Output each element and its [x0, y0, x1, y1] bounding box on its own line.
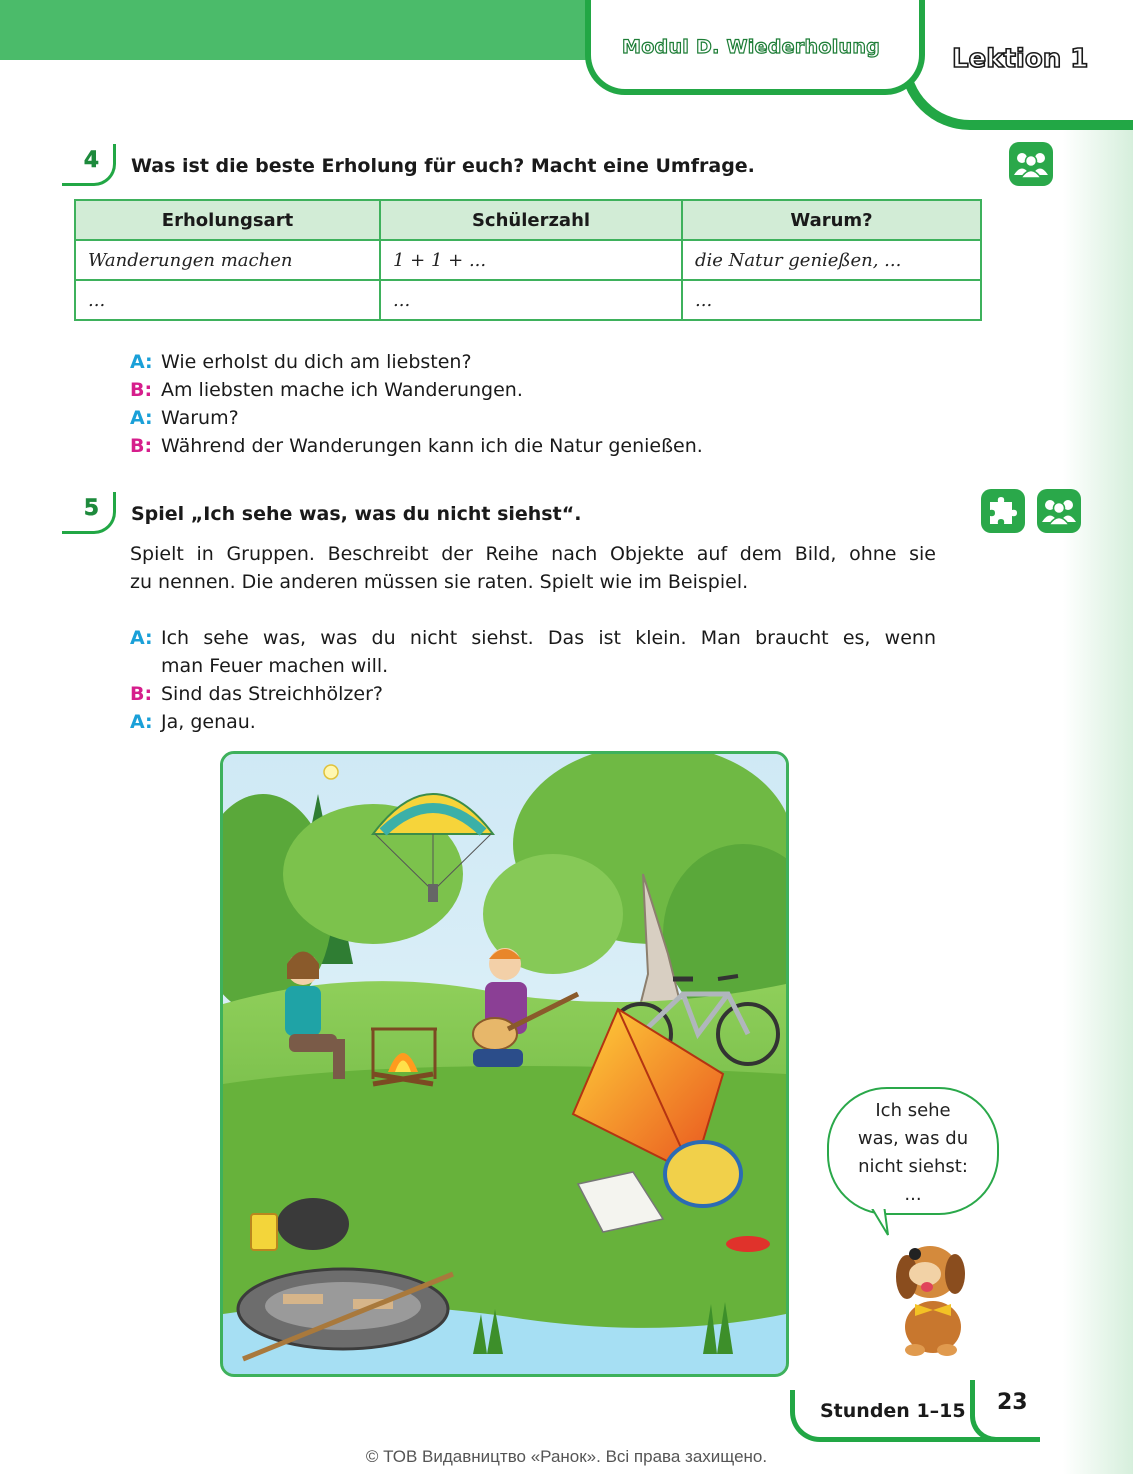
group-work-icon	[1009, 142, 1053, 186]
footer-section-label: Stunden 1–15	[820, 1400, 966, 1422]
dialog-text: Ich sehe was, was du nicht siehst. Das ist klein. Man braucht es, wenn	[161, 627, 936, 649]
table-header-cell: Schülerzahl	[380, 200, 682, 240]
speaker-label: A:	[130, 407, 153, 429]
dialog-text: Sind das Streichhölzer?	[161, 683, 383, 705]
table-cell: 1 + 1 + ...	[380, 240, 682, 280]
dialog-line	[130, 680, 936, 708]
camping-scene-illustration	[220, 751, 789, 1377]
instruction-line: zu nennen. Die anderen müssen sie raten. Spielt wie im Beispiel.	[130, 571, 749, 593]
dialog-text: Wie erholst du dich am liebsten?	[161, 351, 472, 373]
table-header-cell: Warum?	[682, 200, 981, 240]
table-cell: ...	[380, 280, 682, 320]
table-header-row	[75, 200, 981, 240]
exercise-4-heading: Was ist die beste Erholung für euch? Macht eine Umfrage.	[131, 155, 755, 177]
table-header-cell: Erholungsart	[75, 200, 380, 240]
header-band	[0, 0, 600, 60]
side-strip	[1063, 0, 1133, 1474]
speaker-label: A:	[130, 711, 153, 733]
dialog-line	[130, 708, 936, 736]
page-number: 23	[997, 1390, 1028, 1415]
dialog-text: Warum?	[161, 407, 239, 429]
table-cell: die Natur genießen, ...	[682, 240, 981, 280]
dialog-line	[130, 432, 703, 460]
instruction-line: Spielt in Gruppen. Beschreibt der Reihe nach Objekte auf dem Bild, ohne sie	[130, 543, 936, 565]
table-row	[75, 280, 981, 320]
table-cell: ...	[682, 280, 981, 320]
speaker-label: B:	[130, 683, 153, 705]
dialog-line	[130, 376, 703, 404]
group-work-icon	[1037, 489, 1081, 533]
dialog-line	[130, 404, 703, 432]
speech-bubble-text: Ich sehe was, was du nicht siehst: ...	[857, 1100, 969, 1205]
exercise-4-dialog	[130, 348, 703, 460]
puzzle-icon	[981, 489, 1025, 533]
modul-title: Modul D. Wiederholung	[622, 36, 881, 58]
speaker-label: B:	[130, 379, 153, 401]
exercise-5-instruction	[130, 540, 936, 596]
speaker-label: B:	[130, 435, 153, 457]
lektion-title: Lektion 1	[952, 44, 1089, 74]
table-cell: ...	[75, 280, 380, 320]
exercise-5-number: 5	[62, 492, 116, 534]
dialog-line	[130, 624, 936, 680]
speaker-label: A:	[130, 351, 153, 373]
table-row	[75, 240, 981, 280]
puppy-illustration	[885, 1232, 980, 1357]
dialog-line	[130, 348, 703, 376]
dialog-text: Am liebsten mache ich Wanderungen.	[161, 379, 523, 401]
speaker-label: A:	[130, 627, 153, 649]
exercise-5-heading: Spiel „Ich sehe was, was du nicht siehst“.	[131, 503, 582, 525]
survey-table	[74, 199, 982, 321]
dialog-text: Während der Wanderungen kann ich die Natur genießen.	[161, 435, 703, 457]
table-cell: Wanderungen machen	[75, 240, 380, 280]
dialog-text: Ja, genau.	[161, 711, 256, 733]
copyright-notice: © ТОВ Видавництво «Ранок». Всі права захищено.	[365, 1447, 768, 1466]
exercise-4-number: 4	[62, 144, 116, 186]
dialog-text: man Feuer machen will.	[161, 655, 389, 677]
exercise-5-dialog	[130, 624, 936, 736]
